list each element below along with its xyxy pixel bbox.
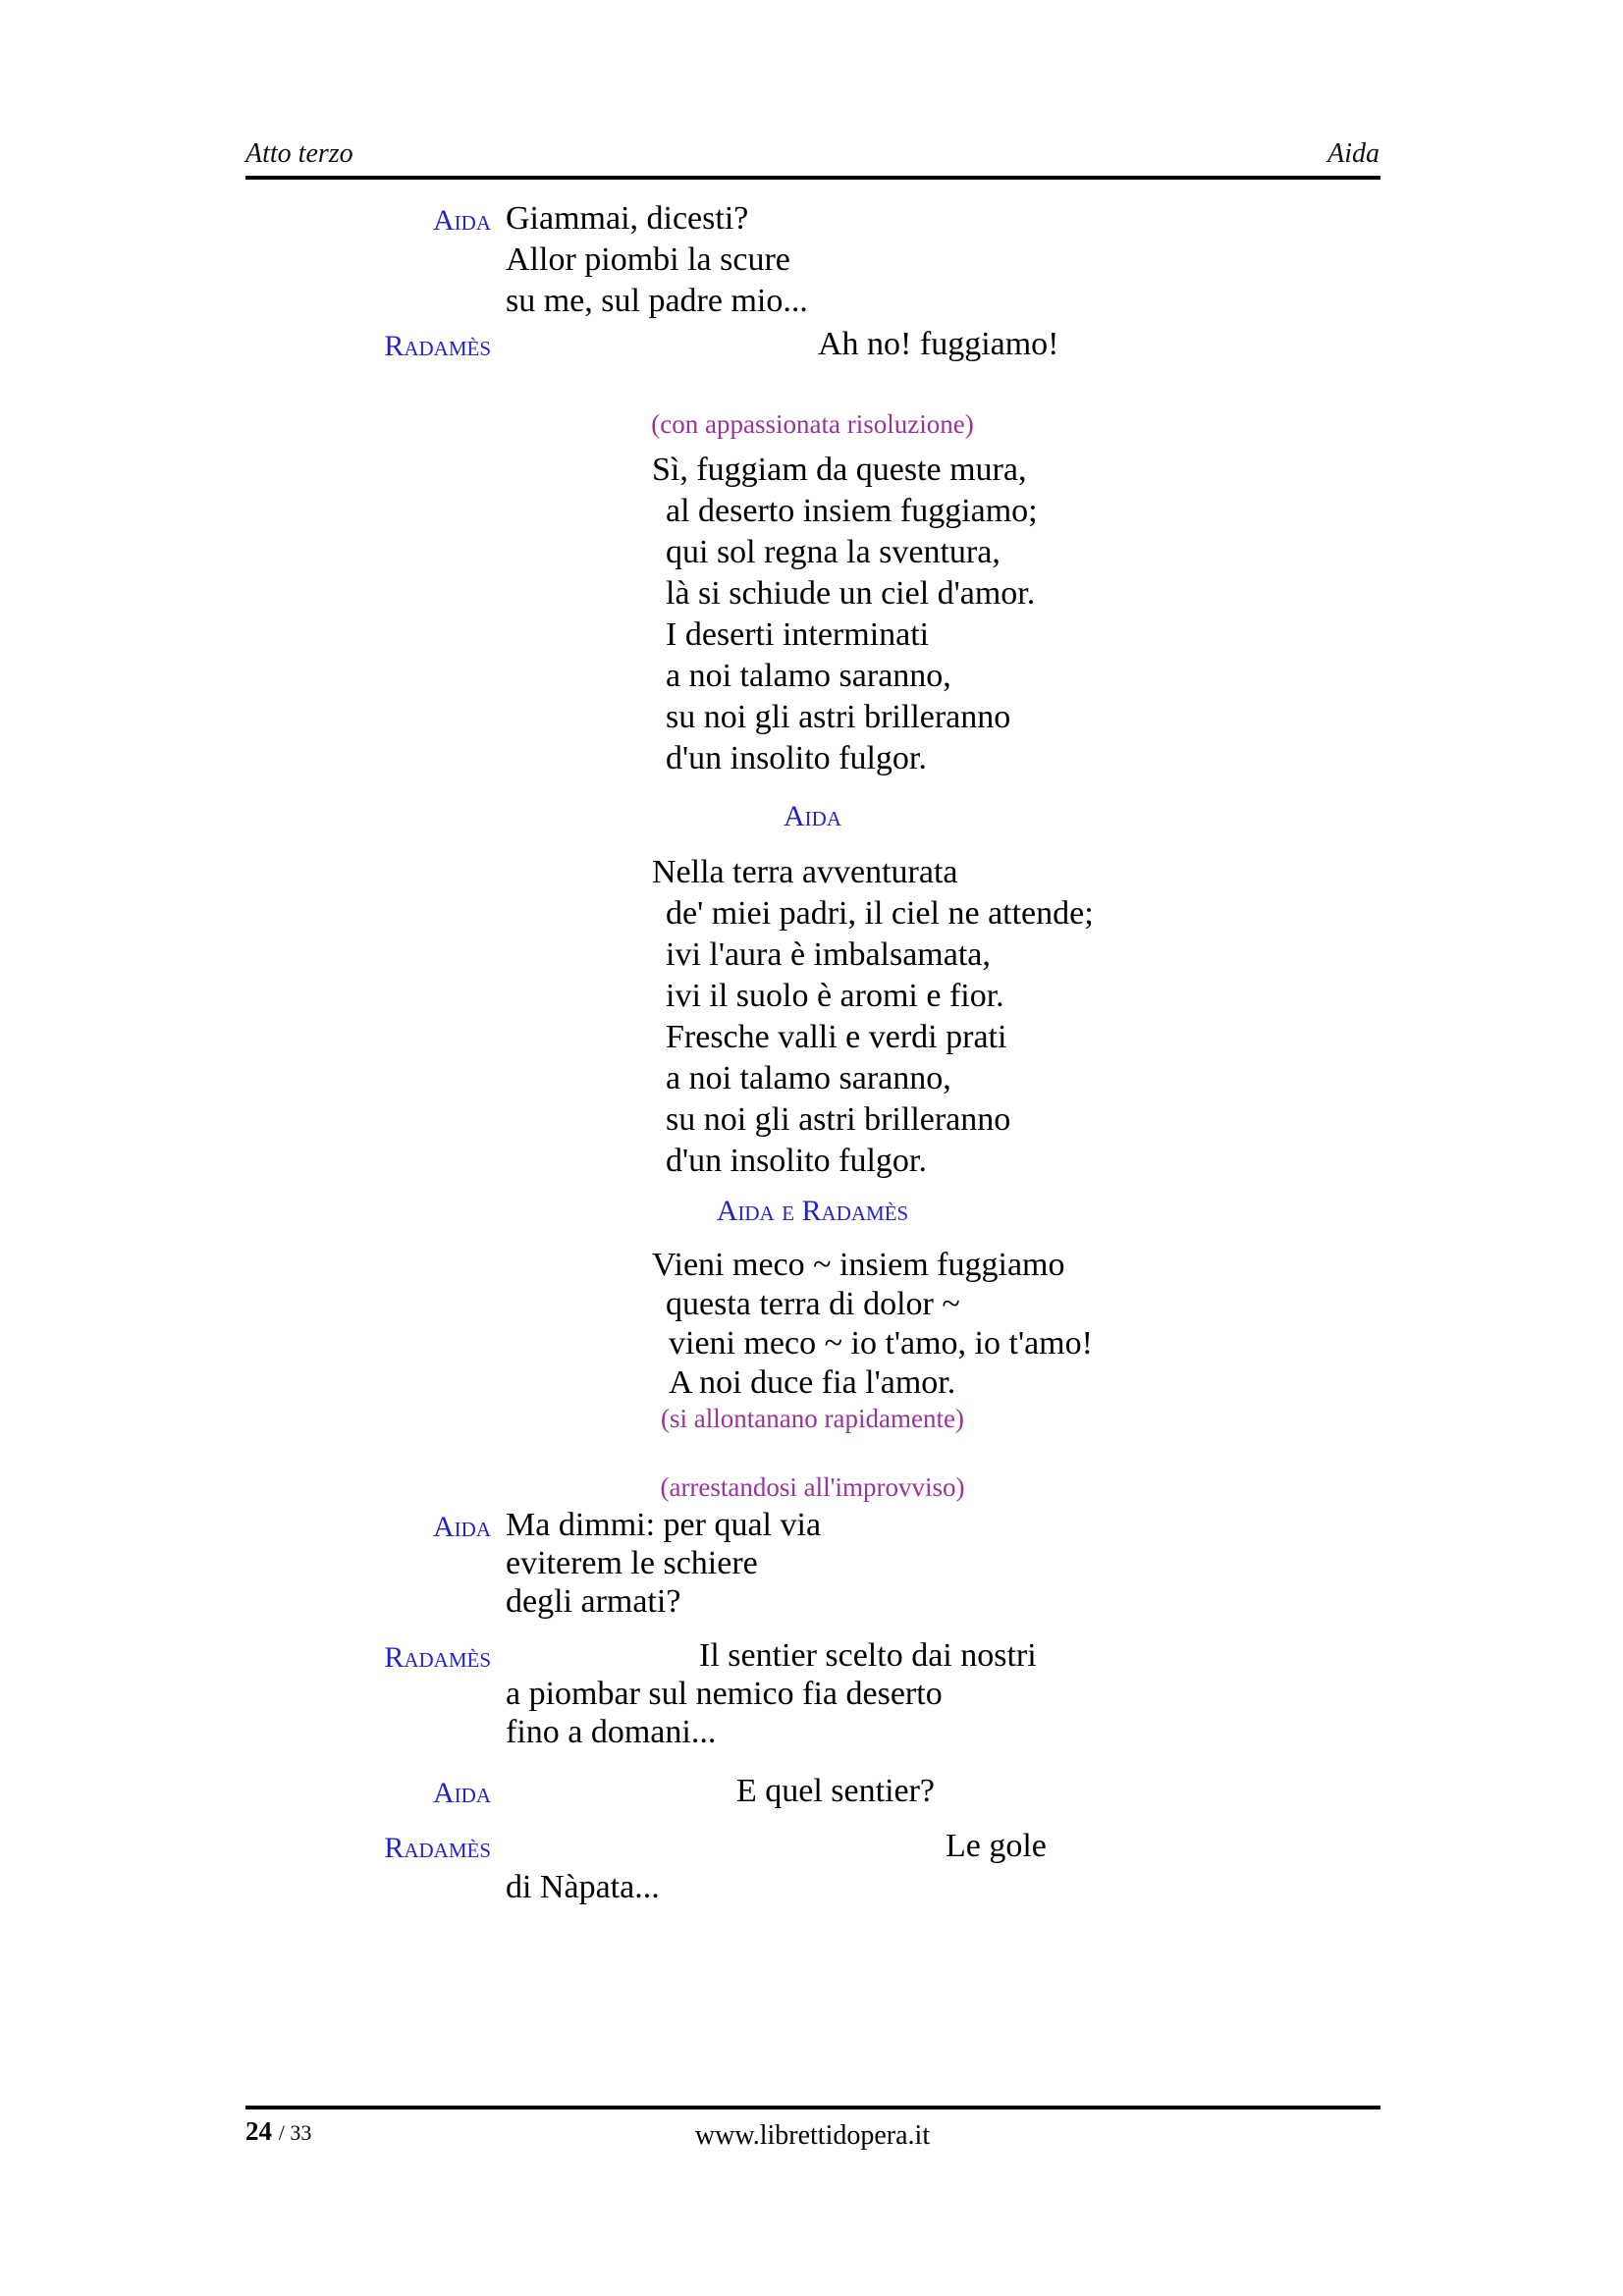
speaker-label-aida-e-radames: Aida e Radamès	[716, 1195, 909, 1227]
verse-line: su noi gli astri brilleranno	[666, 699, 1011, 735]
dialogue-line: Ma dimmi: per qual via	[506, 1507, 822, 1543]
stage-direction: (con appassionata risoluzione)	[651, 409, 974, 439]
dialogue-line: fino a domani...	[506, 1714, 717, 1750]
verse-line: d'un insolito fulgor.	[666, 740, 927, 776]
dialogue-line: di Nàpata...	[506, 1869, 660, 1905]
dialogue-line: Allor piombi la scure	[506, 241, 790, 278]
dialogue-line: eviterem le schiere	[506, 1545, 758, 1581]
dialogue-line: Le gole	[946, 1828, 1047, 1864]
speaker-label-radames: Radamès	[384, 1832, 491, 1864]
verse-line: Nella terra avventurata	[652, 854, 958, 890]
verse-line: ivi il suolo è aromi e fior.	[666, 978, 1004, 1014]
verse-line: questa terra di dolor ~	[666, 1286, 960, 1322]
dialogue-line: a piombar sul nemico fia deserto	[506, 1676, 943, 1712]
footer-rule	[245, 2106, 1380, 2109]
verse-line: Fresche valli e verdi prati	[666, 1019, 1007, 1055]
stage-direction: (si allontanano rapidamente)	[661, 1404, 964, 1433]
verse-line: ivi l'aura è imbalsamata,	[666, 936, 991, 973]
header-rule	[245, 176, 1380, 180]
speaker-label-radames: Radamès	[384, 330, 491, 362]
verse-line: su noi gli astri brilleranno	[666, 1101, 1011, 1138]
verse-line: a noi talamo saranno,	[666, 1060, 951, 1096]
dialogue-line: su me, sul padre mio...	[506, 283, 808, 319]
verse-line: là si schiude un ciel d'amor.	[666, 575, 1036, 612]
dialogue-line: Giammai, dicesti?	[506, 200, 749, 237]
speaker-label-aida: Aida	[433, 204, 491, 237]
dialogue-line: Ah no! fuggiamo!	[818, 326, 1059, 362]
verse-line: qui sol regna la sventura,	[666, 534, 1001, 570]
verse-line: Sì, fuggiam da queste mura,	[652, 452, 1027, 488]
verse-line: A noi duce fia l'amor.	[669, 1364, 956, 1401]
header-opera-title: Aida	[1327, 138, 1380, 169]
website-link[interactable]: www.librettidopera.it	[694, 2120, 931, 2151]
header-act-title: Atto terzo	[245, 138, 353, 169]
verse-line: al deserto insiem fuggiamo;	[666, 493, 1038, 529]
verse-line: vieni meco ~ io t'amo, io t'amo!	[669, 1325, 1093, 1362]
speaker-label-aida: Aida	[433, 1777, 491, 1809]
page-number-total: / 33	[278, 2120, 312, 2145]
dialogue-line: Il sentier scelto dai nostri	[699, 1637, 1037, 1674]
speaker-label-aida-centered: Aida	[784, 800, 841, 832]
speaker-label-aida: Aida	[433, 1511, 491, 1543]
dialogue-line: E quel sentier?	[736, 1773, 936, 1809]
dialogue-line: degli armati?	[506, 1583, 681, 1620]
verse-line: a noi talamo saranno,	[666, 658, 951, 694]
verse-line: de' miei padri, il ciel ne attende;	[666, 895, 1094, 932]
verse-line: Vieni meco ~ insiem fuggiamo	[652, 1247, 1065, 1283]
verse-line: I deserti interminati	[666, 616, 930, 653]
speaker-label-radames: Radamès	[384, 1641, 491, 1674]
verse-line: d'un insolito fulgor.	[666, 1143, 927, 1179]
page-number-current: 24	[245, 2116, 272, 2146]
stage-direction: (arrestandosi all'improvviso)	[660, 1472, 965, 1502]
